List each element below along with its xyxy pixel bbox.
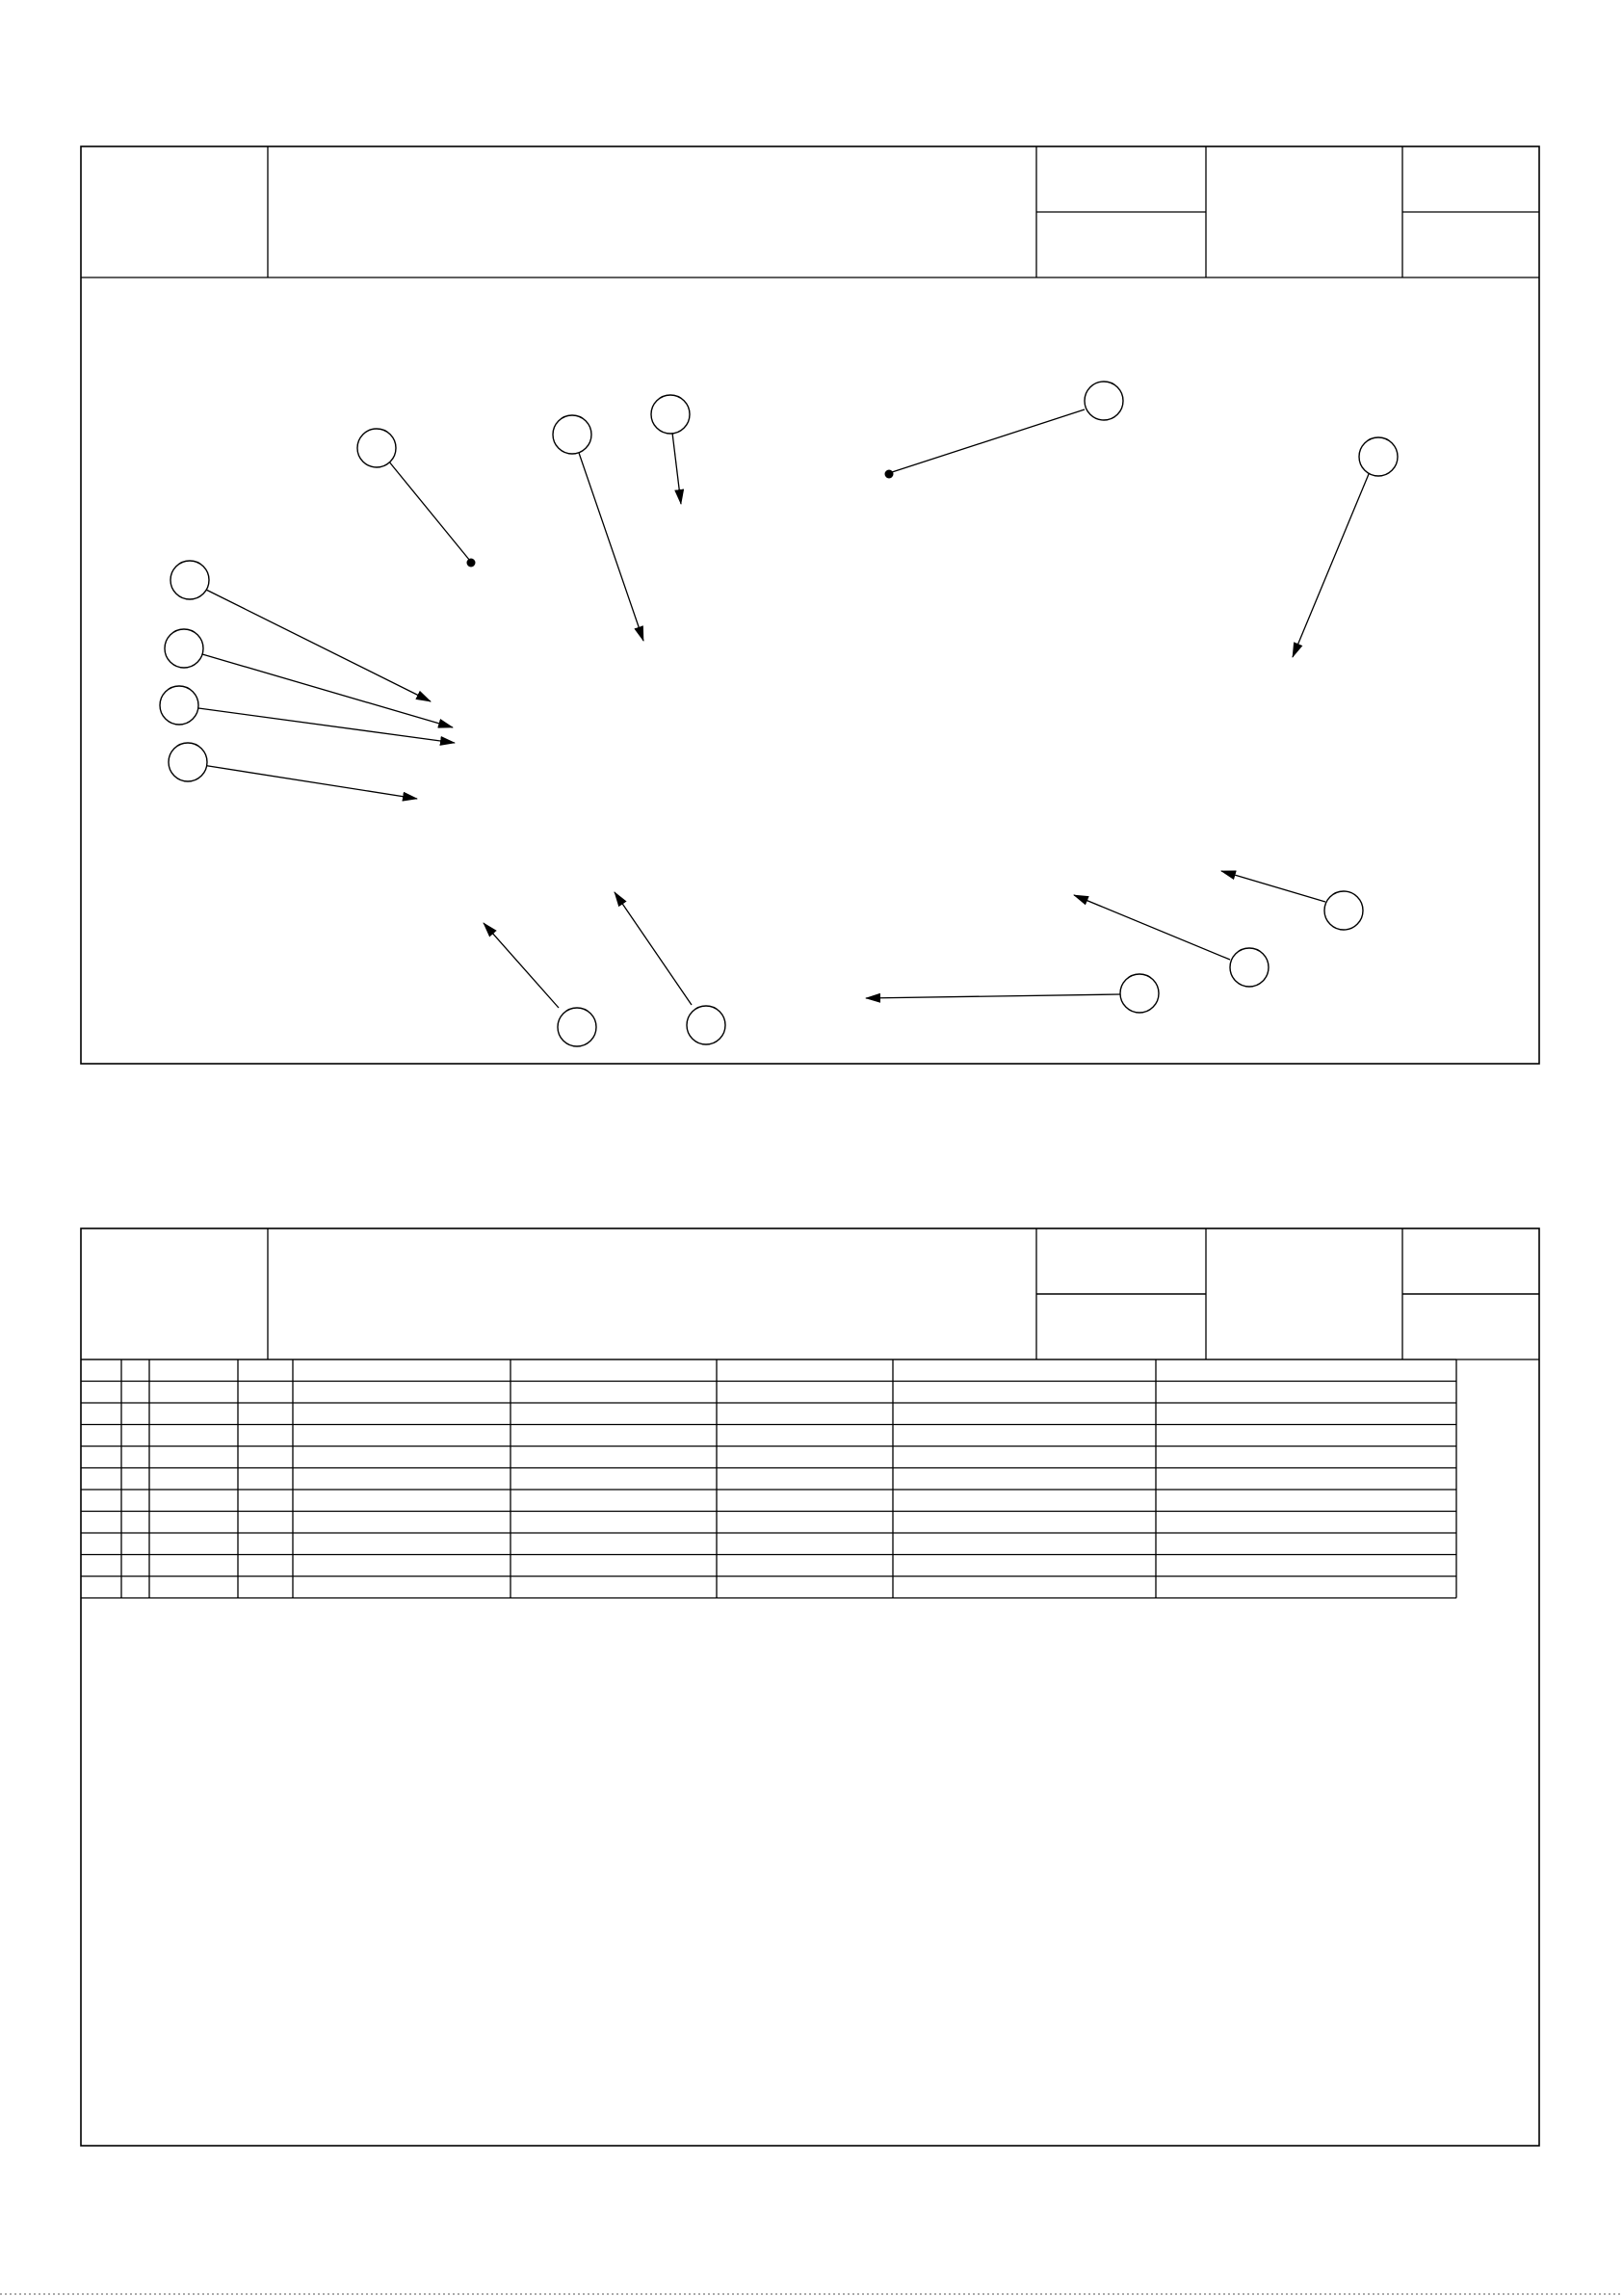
leader-line — [579, 453, 643, 641]
leader-line — [202, 765, 417, 799]
leader-line — [484, 923, 559, 1008]
parts-table — [81, 1359, 1456, 1598]
callout-balloon[interactable] — [1230, 948, 1269, 987]
leader-line — [202, 654, 453, 727]
leader-dot — [885, 470, 894, 479]
callout-balloon[interactable] — [170, 561, 209, 599]
callout-balloon[interactable] — [160, 686, 198, 725]
callout-balloon[interactable] — [651, 395, 690, 434]
leader-dot — [467, 559, 476, 567]
leader-line — [866, 994, 1120, 998]
callout-balloon[interactable] — [1085, 382, 1123, 420]
leader-line — [672, 433, 681, 504]
diagram-sheet — [81, 146, 1539, 1064]
title-block — [81, 146, 1539, 277]
callout-balloon[interactable] — [1359, 437, 1398, 476]
parts-list-frame — [81, 1228, 1539, 2146]
leader-line — [388, 461, 470, 561]
callout-balloon[interactable] — [1120, 974, 1159, 1013]
leader-lines — [198, 409, 1369, 1008]
callout-balloons — [160, 382, 1398, 1046]
callout-balloon[interactable] — [169, 743, 207, 781]
callout-balloon[interactable] — [357, 429, 396, 467]
leader-line — [1074, 895, 1230, 960]
parts-list-sheet — [81, 1228, 1539, 2146]
title-block — [81, 1228, 1539, 1359]
leader-line — [889, 409, 1085, 473]
callout-balloon[interactable] — [687, 1006, 725, 1044]
callout-balloon[interactable] — [553, 415, 591, 454]
leader-line — [615, 892, 692, 1005]
callout-balloon[interactable] — [1324, 891, 1363, 930]
diagram-frame — [81, 146, 1539, 1064]
leader-line — [1293, 474, 1369, 657]
leader-line — [1221, 871, 1325, 902]
callout-balloon[interactable] — [165, 629, 203, 668]
leader-line — [198, 708, 455, 743]
leader-line — [206, 590, 431, 701]
callout-balloon[interactable] — [558, 1008, 596, 1046]
